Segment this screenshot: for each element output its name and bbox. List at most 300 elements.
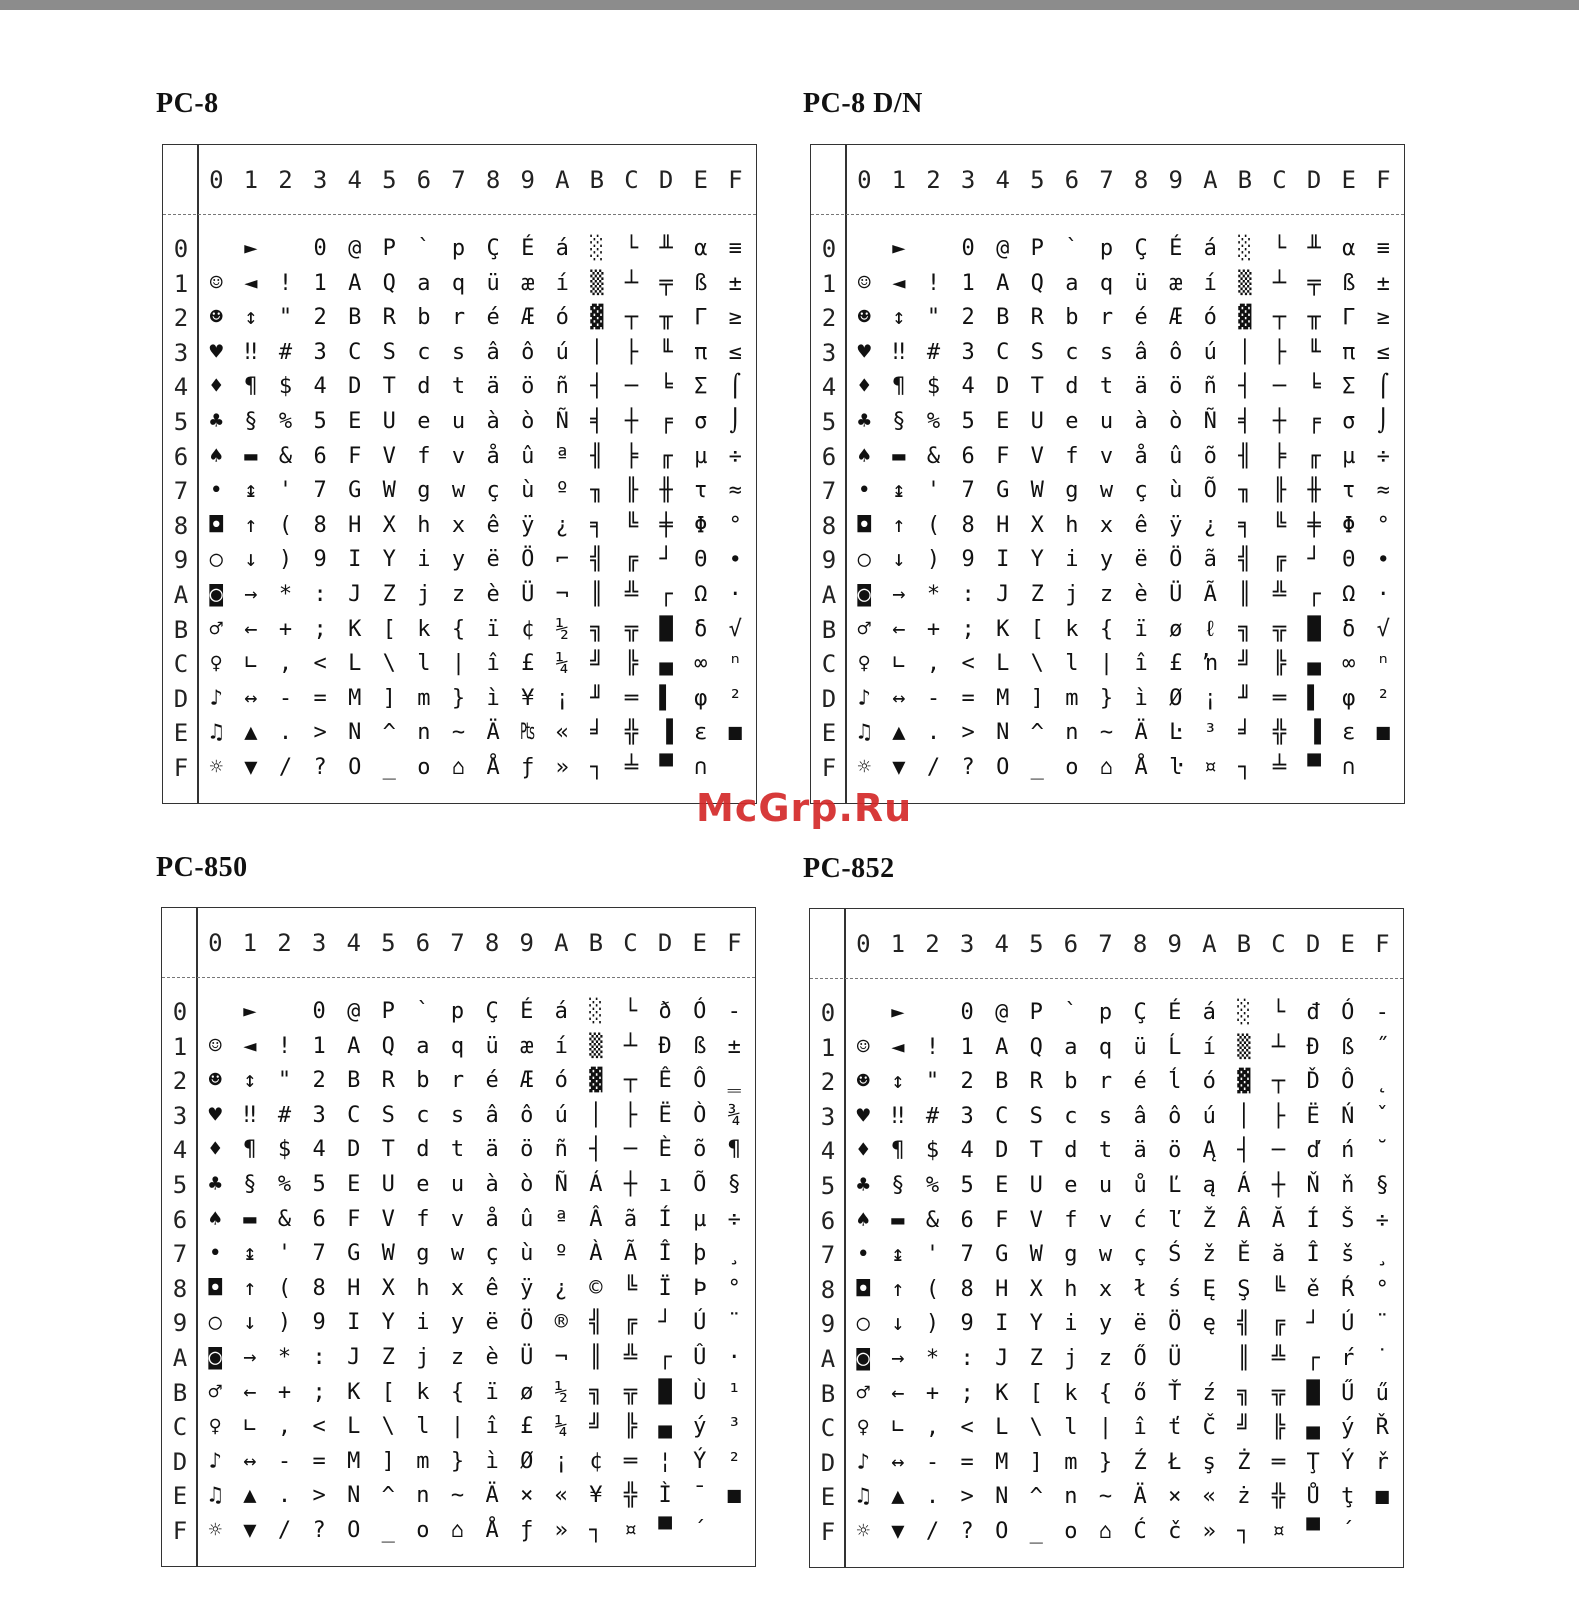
glyph-cell: Õ xyxy=(1203,478,1217,504)
glyph-cell: ç xyxy=(486,478,500,504)
glyph-cell: ◘ xyxy=(208,1275,222,1301)
glyph-cell: ` xyxy=(416,999,430,1024)
glyph-cell: Φ xyxy=(1342,512,1356,538)
glyph-cell: ß xyxy=(1342,270,1356,296)
glyph-cell: , xyxy=(925,1415,940,1441)
glyph-cell: B xyxy=(348,305,362,331)
glyph-cell: ö xyxy=(1168,1138,1182,1164)
glyph-cell: < xyxy=(961,651,975,677)
glyph-cell: F xyxy=(348,443,362,469)
row-header: A xyxy=(820,1345,836,1373)
glyph-cell: t xyxy=(1098,1138,1113,1164)
glyph-cell: x xyxy=(451,512,466,538)
glyph-cell: v xyxy=(1098,1207,1113,1233)
glyph-cell: w xyxy=(1098,1242,1113,1268)
glyph-cell: ─ xyxy=(624,374,639,400)
glyph-cell: É xyxy=(521,236,535,261)
glyph-cell: p xyxy=(450,999,465,1024)
glyph-cell: û xyxy=(521,443,535,469)
glyph-cell: ♥ xyxy=(857,339,871,365)
glyph-cell: 1 xyxy=(312,1033,326,1059)
column-header: 2 xyxy=(278,166,293,194)
glyph-cell: ` xyxy=(1065,236,1079,261)
glyph-cell: Ò xyxy=(693,1102,707,1128)
glyph-cell: Ć xyxy=(1133,1519,1147,1544)
glyph-cell: Y xyxy=(1029,1311,1043,1337)
glyph-cell: ▬ xyxy=(892,443,906,469)
glyph-cell: d xyxy=(1064,1138,1078,1164)
glyph-cell: ü xyxy=(486,270,500,296)
glyph-cell: C xyxy=(347,1102,361,1128)
glyph-cell: ☺ xyxy=(208,1033,222,1059)
glyph-cell: • xyxy=(857,478,871,504)
glyph-cell: ž xyxy=(1202,1242,1216,1268)
glyph-cell: ÿ xyxy=(1169,512,1183,538)
column-header: B xyxy=(1237,166,1253,194)
glyph-cell: + xyxy=(277,1379,292,1405)
column-header: 8 xyxy=(484,929,500,957)
glyph-cell: ¶ xyxy=(891,1138,905,1164)
glyph-cell: f xyxy=(1064,1207,1078,1233)
glyph-cell: √ xyxy=(1376,616,1390,642)
glyph-cell: Î xyxy=(1306,1242,1320,1268)
glyph-cell: I xyxy=(996,547,1010,573)
glyph-cell: F xyxy=(996,443,1010,469)
glyph-cell: Q xyxy=(382,270,396,296)
glyph-cell: " xyxy=(278,305,293,331)
glyph-cell: ÷ xyxy=(1375,1207,1389,1233)
glyph-cell: > xyxy=(313,720,327,746)
glyph-cell: f xyxy=(1065,443,1079,469)
glyph-cell: ◄ xyxy=(892,270,906,296)
glyph-cell: d xyxy=(1065,374,1079,400)
glyph-cell: k xyxy=(1065,616,1079,642)
glyph-cell: & xyxy=(926,443,941,469)
glyph-cell: ╡ xyxy=(1238,409,1252,434)
glyph-cell: ☺ xyxy=(856,1034,870,1060)
column-header: 1 xyxy=(891,166,907,194)
glyph-cell: Ż xyxy=(1237,1449,1251,1475)
glyph-cell: ó xyxy=(555,305,569,331)
glyph-cell: ő xyxy=(1133,1380,1147,1406)
glyph-cell xyxy=(915,996,950,1031)
glyph-cell: n xyxy=(1064,1484,1078,1510)
glyph-cell: î xyxy=(485,1414,499,1440)
glyph-cell: Ü xyxy=(520,1345,534,1370)
row-header: C xyxy=(820,1414,836,1443)
glyph-cell: ü xyxy=(485,1033,499,1059)
glyph-cell: ! xyxy=(277,1033,292,1059)
glyph-cell: l xyxy=(416,1414,430,1440)
glyph-cell: ╜ xyxy=(1238,685,1252,711)
glyph-cell: ♂ xyxy=(208,1379,222,1405)
glyph-cell: ┐ xyxy=(1237,1519,1251,1544)
glyph-cell: e xyxy=(1064,1173,1078,1198)
glyph-cell: y xyxy=(1098,1311,1113,1337)
glyph-cell: v xyxy=(1099,443,1114,469)
glyph-cell: ę xyxy=(1202,1311,1216,1337)
glyph-cell: ą xyxy=(1202,1173,1216,1198)
glyph-cell: £ xyxy=(1169,651,1183,677)
glyph-cell: ≥ xyxy=(1376,305,1390,331)
glyph-cell: Í xyxy=(658,1206,672,1232)
glyph-cell: ♪ xyxy=(857,685,871,711)
glyph-cell: \ xyxy=(382,651,396,677)
glyph-cell: ╦ xyxy=(623,1379,638,1405)
column-header: C xyxy=(624,166,639,194)
row-header: 4 xyxy=(820,1137,836,1166)
glyph-cell: Ñ xyxy=(554,1172,568,1197)
glyph-cell: ¡ xyxy=(1203,685,1217,711)
glyph-cell: g xyxy=(417,478,431,504)
glyph-cell: Ô xyxy=(693,1068,707,1094)
glyph-cell: ° xyxy=(1375,1276,1389,1302)
row-header: 6 xyxy=(821,442,837,471)
glyph-cell: ľ xyxy=(1168,1207,1182,1233)
glyph-cell xyxy=(198,995,233,1030)
glyph-cell: ┌ xyxy=(658,1345,672,1370)
glyph-cell: j xyxy=(416,1345,430,1370)
glyph-cell: ♦ xyxy=(857,374,871,400)
glyph-cell: ╢ xyxy=(590,443,604,469)
column-header: 2 xyxy=(277,929,292,957)
glyph-cell: Å xyxy=(486,755,500,780)
glyph-cell: Ê xyxy=(658,1068,672,1094)
glyph-cell: K xyxy=(995,1380,1009,1406)
glyph-cell: Æ xyxy=(1169,305,1183,331)
glyph-cell: ù xyxy=(521,478,535,504)
row-header: 5 xyxy=(172,1171,188,1199)
glyph-cell: _ xyxy=(381,1518,395,1543)
glyph-cell: ╓ xyxy=(1307,443,1321,469)
glyph-cell: ± xyxy=(1376,270,1390,296)
glyph-cell: u xyxy=(1099,409,1114,434)
glyph-cell: / xyxy=(926,755,941,780)
glyph-cell: { xyxy=(1098,1380,1113,1406)
glyph-cell: ♫ xyxy=(208,1483,222,1509)
glyph-cell: £ xyxy=(520,1414,534,1440)
glyph-cell: ◄ xyxy=(243,1033,257,1059)
glyph-cell: ╗ xyxy=(590,616,604,642)
glyph-cell: 7 xyxy=(313,478,327,504)
glyph-cell: r xyxy=(1098,1069,1113,1095)
glyph-cell: Ä xyxy=(1134,720,1148,746)
glyph-cell: ○ xyxy=(856,1311,870,1337)
glyph-cell: ă xyxy=(1271,1242,1286,1268)
glyph-cell: ░ xyxy=(590,236,604,261)
row-header: 4 xyxy=(172,1136,188,1165)
glyph-cell xyxy=(267,995,302,1030)
glyph-cell: α xyxy=(694,236,708,261)
glyph-cell: Ĺ xyxy=(1168,1034,1182,1060)
glyph-cell: N xyxy=(996,720,1010,746)
glyph-cell: X xyxy=(1030,512,1044,538)
column-header-divider xyxy=(162,977,755,978)
glyph-cell: ╚ xyxy=(623,1275,638,1301)
glyph-cell: R xyxy=(1030,305,1044,331)
glyph-cell: Ń xyxy=(1341,1103,1355,1129)
glyph-cell: ┼ xyxy=(623,1172,638,1197)
glyph-cell: ■ xyxy=(727,1483,741,1509)
glyph-cell: ö xyxy=(521,374,535,400)
glyph-cell: w xyxy=(450,1241,465,1267)
glyph-cell: ² xyxy=(1376,685,1390,711)
glyph-cell: Ë xyxy=(1306,1103,1320,1129)
glyph-cell: ò xyxy=(521,409,535,434)
row-header: 4 xyxy=(173,373,189,402)
row-header: F xyxy=(172,1517,188,1545)
glyph-cell: c xyxy=(416,1102,430,1128)
glyph-cell: ╢ xyxy=(1238,443,1252,469)
glyph-cell: V xyxy=(382,443,396,469)
glyph-cell: ╨ xyxy=(1307,236,1321,261)
glyph-cell: û xyxy=(520,1206,534,1232)
glyph-cell: [ xyxy=(381,1379,395,1405)
glyph-cell: ñ xyxy=(555,374,569,400)
column-header-row xyxy=(847,157,1404,203)
glyph-cell: Ï xyxy=(658,1275,672,1301)
column-header: B xyxy=(1236,930,1252,958)
column-header: E xyxy=(1341,166,1356,194)
glyph-cell: ¤ xyxy=(1203,755,1217,780)
glyph-cell: p xyxy=(1098,1000,1113,1025)
glyph-cell: J xyxy=(348,582,362,607)
glyph-cell: Ω xyxy=(694,582,708,607)
glyph-cell: ¶ xyxy=(727,1137,741,1163)
glyph-cell: C xyxy=(995,1103,1009,1129)
glyph-cell: ◘ xyxy=(209,512,223,538)
glyph-cell: ĺ xyxy=(1168,1069,1182,1095)
glyph-cell: m xyxy=(416,1448,430,1474)
glyph-cell: ô xyxy=(1168,1103,1182,1129)
glyph-cell: ╘ xyxy=(1307,374,1321,400)
glyph-cell: ╗ xyxy=(1238,616,1252,642)
glyph-cell: ; xyxy=(961,616,975,642)
glyph-cell: │ xyxy=(1237,1103,1251,1129)
glyph-cell: ┌ xyxy=(659,582,673,607)
row-header: E xyxy=(821,719,837,748)
glyph-cell: ▌ xyxy=(659,685,673,711)
glyph-cell: z xyxy=(450,1345,465,1370)
glyph-cell: → xyxy=(244,582,258,607)
row-header: 1 xyxy=(821,269,837,298)
glyph-cell: ¥ xyxy=(521,685,535,711)
glyph-cell: / xyxy=(277,1518,292,1543)
glyph-cell: ▀ xyxy=(659,755,673,780)
glyph-cell: Ť xyxy=(1168,1380,1182,1406)
glyph-cell: Ľ xyxy=(1168,1173,1182,1198)
column-header: D xyxy=(657,929,673,957)
glyph-cell: R xyxy=(1029,1069,1043,1095)
glyph-cell: ┘ xyxy=(1307,547,1321,573)
glyph-cell: à xyxy=(486,409,500,434)
glyph-cell: O xyxy=(347,1518,361,1543)
glyph-cell: ♦ xyxy=(208,1137,222,1163)
column-header: 5 xyxy=(1030,166,1045,194)
glyph-cell: ë xyxy=(486,547,500,573)
glyph-cell: b xyxy=(416,1068,430,1094)
glyph-cell: x xyxy=(1099,512,1114,538)
glyph-cell: ç xyxy=(1133,1242,1147,1268)
glyph-cell: ♣ xyxy=(208,1172,222,1197)
glyph-cell: Ó xyxy=(693,999,707,1024)
glyph-cell: o xyxy=(1065,755,1079,780)
glyph-cell: ð xyxy=(658,999,672,1024)
glyph-cell: ╦ xyxy=(624,616,639,642)
glyph-cell: b xyxy=(1065,305,1079,331)
glyph-cell: ¡ xyxy=(555,685,569,711)
glyph-cell: ⌂ xyxy=(1099,755,1114,780)
column-header: 4 xyxy=(995,166,1010,194)
glyph-cell: P xyxy=(1030,236,1044,261)
glyph-cell: │ xyxy=(590,339,604,365)
glyph-cell: Γ xyxy=(694,305,708,331)
glyph-cell: Ě xyxy=(1237,1242,1251,1268)
glyph-cell: 3 xyxy=(960,1103,974,1129)
glyph-cell: 6 xyxy=(961,443,975,469)
glyph-cell: ‼ xyxy=(244,339,258,365)
glyph-cell: ▓ xyxy=(589,1068,603,1094)
glyph-cell: U xyxy=(382,409,396,434)
glyph-cell: v xyxy=(450,1206,465,1232)
column-header: A xyxy=(1202,930,1217,958)
glyph-cell: ó xyxy=(554,1068,568,1094)
glyph-cell xyxy=(718,751,753,786)
glyph-cell: ≤ xyxy=(1376,339,1390,365)
glyph-cell: ≈ xyxy=(728,478,742,504)
glyph-cell: { xyxy=(1099,616,1114,642)
glyph-cell: ? xyxy=(960,1519,974,1544)
glyph-cell: G xyxy=(348,478,362,504)
glyph-cell: Â xyxy=(589,1206,603,1232)
glyph-cell: ╣ xyxy=(1238,547,1252,573)
glyph-cell: U xyxy=(381,1172,395,1197)
glyph-cell: § xyxy=(892,409,906,434)
glyph-cell: ○ xyxy=(857,547,871,573)
glyph-cell: ℓ xyxy=(1203,616,1217,642)
glyph-cell: Ô xyxy=(1341,1069,1355,1095)
glyph-cell: ┴ xyxy=(1272,270,1287,296)
row-header: 8 xyxy=(820,1275,836,1304)
glyph-cell: . xyxy=(277,1483,292,1509)
glyph-cell: N xyxy=(348,720,362,746)
glyph-cell: ☻ xyxy=(209,305,223,331)
glyph-cell: ◙ xyxy=(208,1345,222,1370)
glyph-cell: Σ xyxy=(694,374,708,400)
glyph-cell: > xyxy=(960,1484,974,1510)
column-header: 9 xyxy=(1168,166,1183,194)
glyph-cell: H xyxy=(996,512,1010,538)
glyph-cell: • xyxy=(856,1242,870,1268)
glyph-cell: • xyxy=(208,1241,222,1267)
glyph-cell: ţ xyxy=(1341,1484,1355,1510)
glyph-cell: ╓ xyxy=(659,443,673,469)
glyph-cell: ~ xyxy=(1098,1484,1113,1510)
glyph-cell: S xyxy=(382,339,396,365)
glyph-cell: σ xyxy=(1342,409,1356,434)
glyph-cell: C xyxy=(348,339,362,365)
glyph-cell: Ø xyxy=(1169,685,1183,711)
row-header: D xyxy=(820,1448,836,1477)
glyph-cell: └ xyxy=(1272,236,1287,261)
glyph-cell: ╚ xyxy=(1271,1276,1286,1302)
glyph-cell: Φ xyxy=(694,512,708,538)
glyph-cell: Ů xyxy=(1306,1484,1320,1510)
glyph-cell: ▼ xyxy=(891,1519,905,1544)
column-header-divider xyxy=(811,214,1404,215)
glyph-cell: ▀ xyxy=(658,1518,672,1543)
glyph-cell: E xyxy=(996,409,1010,434)
row-header: 7 xyxy=(173,477,189,506)
glyph-cell: < xyxy=(312,1414,326,1440)
glyph-cell: ░ xyxy=(1237,1000,1251,1025)
glyph-cell: ▒ xyxy=(590,270,604,296)
glyph-cell: ë xyxy=(1134,547,1148,573)
glyph-cell: ▀ xyxy=(1306,1519,1320,1544)
glyph-cell: B xyxy=(347,1068,361,1094)
glyph-cell: n xyxy=(1065,720,1079,746)
column-header: 1 xyxy=(243,166,259,194)
row-header: 5 xyxy=(821,408,837,436)
glyph-cell: h xyxy=(417,512,431,538)
glyph-cell: ─ xyxy=(623,1137,638,1163)
column-header: E xyxy=(692,929,707,957)
glyph-cell: ■ xyxy=(728,720,742,746)
glyph-cell: ¢ xyxy=(589,1448,603,1474)
glyph-cell: ù xyxy=(520,1241,534,1267)
row-header: 3 xyxy=(173,338,189,367)
glyph-cell: õ xyxy=(1203,443,1217,469)
glyph-cell: ┘ xyxy=(1306,1311,1320,1337)
glyph-cell: ▀ xyxy=(1307,755,1321,780)
glyph-cell: 0 xyxy=(961,236,975,261)
glyph-cell: ╧ xyxy=(1272,755,1287,780)
glyph-cell: ; xyxy=(960,1380,974,1406)
glyph-cell: ↑ xyxy=(243,1275,257,1301)
glyph-cell: | xyxy=(451,651,466,677)
glyph-cell: q xyxy=(451,270,466,296)
glyph-cell: ▼ xyxy=(892,755,906,780)
row-header: 2 xyxy=(820,1068,836,1097)
glyph-cell: ↕ xyxy=(892,305,906,331)
glyph-cell: ╤ xyxy=(659,270,673,296)
glyph-cell: º xyxy=(554,1241,568,1267)
glyph-cell: ∞ xyxy=(1342,651,1356,677)
glyph-cell: Ó xyxy=(1341,1000,1355,1025)
glyph-cell: Ç xyxy=(1133,1000,1147,1025)
glyph-cell: Ö xyxy=(521,547,535,573)
glyph-cell: Å xyxy=(485,1518,499,1543)
column-header: 6 xyxy=(416,166,432,194)
glyph-cell: o xyxy=(417,755,431,780)
glyph-cell: ═ xyxy=(1272,685,1287,711)
row-header: 3 xyxy=(172,1101,188,1130)
glyph-cell: , xyxy=(278,651,293,677)
glyph-cell: ▒ xyxy=(589,1033,603,1059)
glyph-cell: ∙ xyxy=(1376,547,1390,573)
glyph-cell: î xyxy=(1133,1415,1147,1441)
glyph-cell: ( xyxy=(278,512,293,538)
glyph-cell: O xyxy=(995,1519,1009,1544)
glyph-cell: ◄ xyxy=(244,270,258,296)
glyph-cell: ń xyxy=(1341,1138,1355,1164)
glyph-cell: ë xyxy=(1133,1311,1147,1337)
glyph-cell: ║ xyxy=(590,582,604,607)
glyph-cell: Q xyxy=(1029,1034,1043,1060)
glyph-cell: A xyxy=(347,1033,361,1059)
glyph-cell: ô xyxy=(1169,339,1183,365)
column-header-row xyxy=(846,921,1403,967)
